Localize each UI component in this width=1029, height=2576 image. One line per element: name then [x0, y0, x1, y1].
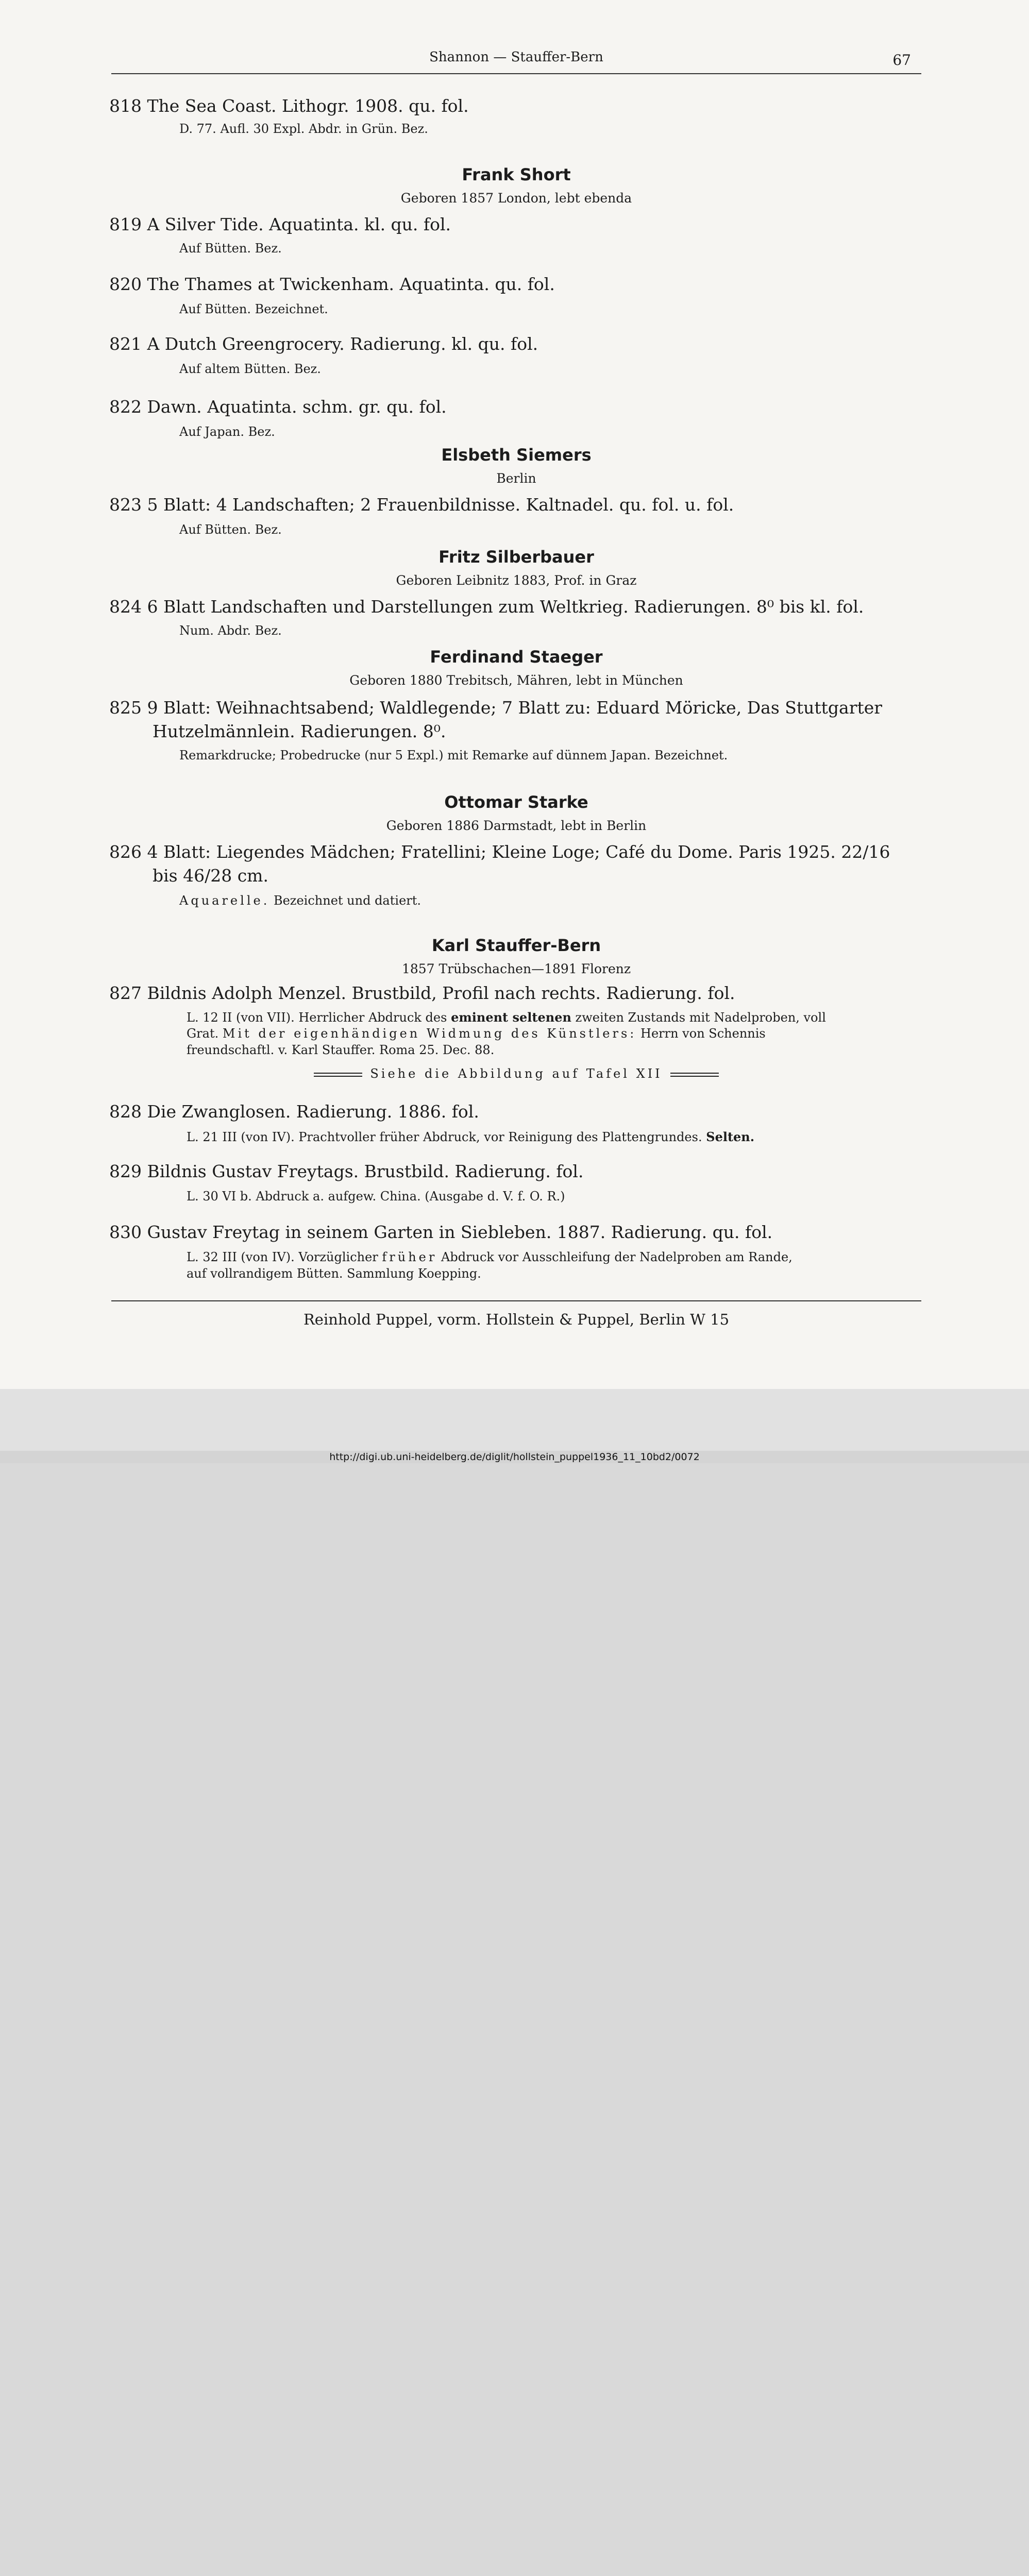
entry-830-note-spaced: früher — [382, 1250, 437, 1264]
artist-heading-silberbauer: Fritz Silberbauer — [438, 547, 594, 567]
entry-820-title: 820 The Thames at Twickenham. Aquatinta. qu. fol. — [109, 274, 555, 294]
entry-826-note-rest: Bezeichnet und datiert. — [273, 893, 421, 908]
bottom-rule — [111, 1300, 921, 1301]
entry-828-note-rare: Selten. — [706, 1129, 755, 1144]
entry-820-note: Auf Bütten. Bezeichnet. — [179, 302, 328, 316]
entry-829-title: 829 Bildnis Gustav Freytags. Brustbild. Radierung. fol. — [109, 1161, 584, 1181]
entry-823-note: Auf Bütten. Bez. — [179, 522, 282, 537]
artist-heading-starke: Ottomar Starke — [444, 792, 588, 812]
artist-bio-short: Geboren 1857 London, lebt ebenda — [400, 191, 632, 206]
entry-825-line2: Hutzelmännlein. Radierungen. 8⁰. — [153, 721, 446, 741]
running-title: Shannon — Stauffer-Bern — [429, 49, 603, 65]
entry-826-note-spaced: Aquarelle. — [179, 893, 270, 908]
artist-heading-stauffer: Karl Stauffer-Bern — [431, 936, 601, 955]
entry-827-note-grat: Grat. — [187, 1026, 219, 1041]
entry-827-note-a: L. 12 II (von VII). Herrlicher Abdruck des — [187, 1010, 447, 1025]
entry-828-note-text: L. 21 III (von IV). Prachtvoller früher Abdruck, vor Reinigung des Plattengrundes. — [187, 1130, 702, 1144]
entry-818-title: 818 The Sea Coast. Lithogr. 1908. qu. fol. — [109, 96, 469, 116]
entry-827-title: 827 Bildnis Adolph Menzel. Brustbild, Profil nach rechts. Radierung. fol. — [109, 983, 735, 1003]
entry-829-note: L. 30 VI b. Abdruck a. aufgew. China. (Ausgabe d. V. f. O. R.) — [187, 1189, 565, 1204]
plate-reference-rule-left — [314, 1073, 362, 1077]
entry-830-note-c: Abdruck vor Ausschleifung der Nadelproben am Rande, — [441, 1250, 792, 1264]
entry-824-note: Num. Abdr. Bez. — [179, 623, 282, 638]
entry-822-title: 822 Dawn. Aquatinta. schm. gr. qu. fol. — [109, 397, 447, 417]
entry-821-note: Auf altem Bütten. Bez. — [179, 362, 321, 376]
entry-819-note: Auf Bütten. Bez. — [179, 241, 282, 256]
artist-heading-siemers: Elsbeth Siemers — [441, 445, 592, 465]
entry-819-title: 819 A Silver Tide. Aquatinta. kl. qu. fol. — [109, 214, 451, 234]
page-number: 67 — [892, 52, 911, 69]
entry-828-note — [187, 1129, 754, 1144]
entry-830-note-line2: auf vollrandigem Bütten. Sammlung Koepping. — [187, 1266, 481, 1281]
entry-827-note-line2 — [187, 1026, 766, 1041]
entry-830-title: 830 Gustav Freytag in seinem Garten in Siebleben. 1887. Radierung. qu. fol. — [109, 1222, 773, 1242]
entry-826-line2: bis 46/28 cm. — [153, 866, 268, 886]
entry-825-line1: 825 9 Blatt: Weihnachtsabend; Waldlegende; 7 Blatt zu: Eduard Möricke, Das Stuttgarter — [109, 698, 883, 718]
entry-824-title: 824 6 Blatt Landschaften und Darstellungen zum Weltkrieg. Radierungen. 8⁰ bis kl. fol. — [109, 597, 864, 617]
entry-821-title: 821 A Dutch Greengrocery. Radierung. kl. qu. fol. — [109, 334, 538, 354]
viewer-footer — [0, 1389, 1029, 1451]
entry-826-line1: 826 4 Blatt: Liegendes Mädchen; Fratellini; Kleine Loge; Café du Dome. Paris 1925. 22/16 — [109, 842, 890, 862]
artist-bio-staeger: Geboren 1880 Trebitsch, Mähren, lebt in München — [349, 673, 683, 688]
entry-830-note-a: L. 32 III (von IV). Vorzüglicher — [187, 1250, 378, 1264]
entry-822-note: Auf Japan. Bez. — [179, 425, 275, 439]
entry-825-note: Remarkdrucke; Probedrucke (nur 5 Expl.) mit Remarke auf dünnem Japan. Bezeichnet. — [179, 748, 728, 762]
artist-bio-silberbauer: Geboren Leibnitz 1883, Prof. in Graz — [396, 573, 637, 588]
publisher-line: Reinhold Puppel, vorm. Hollstein & Puppel, Berlin W 15 — [303, 1311, 730, 1328]
running-head — [111, 49, 921, 74]
entry-818-note: D. 77. Aufl. 30 Expl. Abdr. in Grün. Bez. — [179, 122, 428, 136]
entry-827-note-c: zweiten Zustands mit Nadelproben, voll — [575, 1010, 826, 1025]
artist-bio-starke: Geboren 1886 Darmstadt, lebt in Berlin — [386, 818, 647, 833]
plate-reference — [111, 1066, 921, 1081]
entry-827-dedication: Mit der eigenhändigen Widmung des Künstlers: — [222, 1026, 637, 1041]
entry-827-note-line3: freundschaftl. v. Karl Stauffer. Roma 25. Dec. 88. — [187, 1043, 495, 1057]
entry-830-note-line1 — [187, 1250, 792, 1264]
url-bar[interactable] — [0, 1451, 1029, 1463]
artist-heading-staeger: Ferdinand Staeger — [430, 647, 603, 667]
plate-reference-text: Siehe die Abbildung auf Tafel XII — [370, 1066, 663, 1081]
artist-bio-stauffer: 1857 Trübschachen—1891 Florenz — [401, 961, 631, 976]
entry-827-note-emphasis: eminent seltenen — [451, 1010, 571, 1025]
entry-827-note-recipient: Herrn von Schennis — [640, 1026, 766, 1041]
entry-828-title: 828 Die Zwanglosen. Radierung. 1886. fol. — [109, 1101, 479, 1122]
entry-823-title: 823 5 Blatt: 4 Landschaften; 2 Frauenbildnisse. Kaltnadel. qu. fol. u. fol. — [109, 495, 734, 515]
permalink-url[interactable]: http://digi.ub.uni-heidelberg.de/diglit/hollstein_puppel1936_11_10bd2/0072 — [329, 1451, 700, 1463]
entry-826-note — [179, 893, 421, 908]
entry-827-note-line1 — [187, 1010, 826, 1025]
artist-bio-siemers: Berlin — [496, 471, 536, 486]
plate-reference-rule-right — [670, 1073, 719, 1077]
artist-heading-short: Frank Short — [462, 165, 571, 184]
